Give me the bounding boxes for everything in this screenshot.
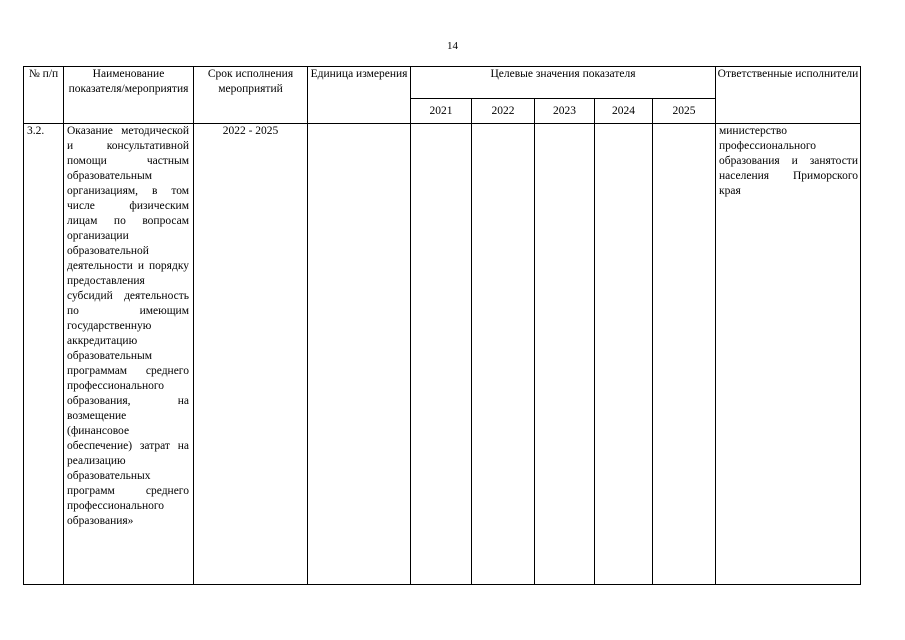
table-row: [24, 124, 861, 585]
row-value: [535, 124, 595, 585]
row-value: [472, 124, 535, 585]
header-year: 2022: [472, 99, 535, 124]
header-targets: Целевые значения показателя: [411, 67, 716, 99]
header-year: 2024: [595, 99, 653, 124]
row-num: 3.2.: [24, 124, 64, 585]
header-year: 2021: [411, 99, 472, 124]
row-unit: [308, 124, 411, 585]
header-num: № п/п: [24, 67, 64, 124]
header-unit: Единица измерения: [308, 67, 411, 124]
page-number: 14: [447, 40, 458, 52]
row-name: Оказание методической и консультативной помощи частным образовательным организациям, в том числе физическим лицам по вопросам организации образовательной деятельности и порядку предоставления субсидий деятельность по имеющим государственную аккредитацию образовательным программам среднего профессионального образования, на возмещение (финансовое обеспечение) затрат на реализацию образовательных программ среднего профессионального образования»: [64, 124, 194, 585]
indicators-table: [23, 66, 861, 585]
row-responsible: министерство профессионального образования и занятости населения Приморского края: [716, 124, 861, 585]
row-term: 2022 - 2025: [194, 124, 308, 585]
header-year: 2025: [653, 99, 716, 124]
row-value: [595, 124, 653, 585]
row-value: [653, 124, 716, 585]
header-year: 2023: [535, 99, 595, 124]
row-value: [411, 124, 472, 585]
header-term: Срок исполнения мероприятий: [194, 67, 308, 124]
header-responsible: Ответственные исполнители: [716, 67, 861, 124]
header-name: Наименование показателя/мероприятия: [64, 67, 194, 124]
